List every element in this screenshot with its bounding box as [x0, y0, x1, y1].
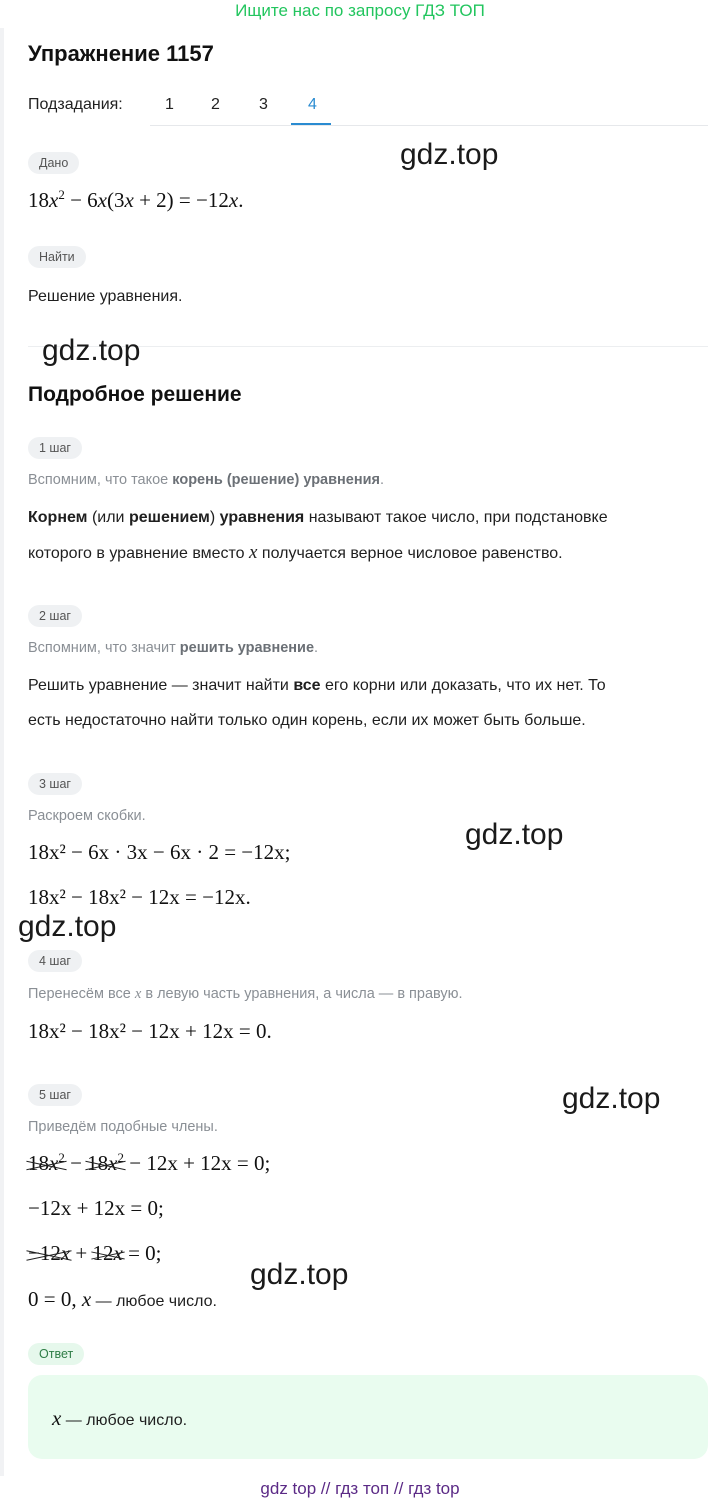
step-3-equation-1: 18x² − 6x · 3x − 6x · 2 = −12x;	[28, 840, 291, 864]
top-banner[interactable]: Ищите нас по запросу ГДЗ ТОП	[235, 1, 485, 20]
watermark: gdz.top	[400, 138, 499, 171]
watermark: gdz.top	[18, 910, 117, 943]
step-2-chip: 2 шаг	[28, 605, 82, 627]
step-5-chip: 5 шаг	[28, 1084, 82, 1106]
tabs-baseline	[150, 125, 708, 126]
step-5-equation-4: 0 = 0, x — любое число.	[28, 1287, 217, 1311]
step-2-text-line-2: есть недостаточно найти только один корень, если их может быть больше.	[28, 712, 586, 729]
step-1-hint: Вспомним, что такое корень (решение) уравнения.	[28, 472, 385, 488]
subtasks-label: Подзадания:	[28, 96, 123, 113]
given-chip: Дано	[28, 152, 79, 174]
step-2-hint: Вспомним, что значит решить уравнение.	[28, 640, 319, 656]
side-strip	[0, 28, 4, 1476]
find-chip: Найти	[28, 246, 86, 268]
step-4-equation: 18x² − 18x² − 12x + 12x = 0.	[28, 1019, 272, 1043]
step-3-hint: Раскроем скобки.	[28, 808, 146, 824]
tab-subtask-4[interactable]: 4	[308, 96, 317, 113]
cancelled-term: −12x	[28, 1241, 71, 1265]
step-1-text-line-1: Корнем (или решением) уравнения называют такое число, при подстановке	[28, 509, 608, 526]
cancelled-term: 12x	[92, 1241, 123, 1265]
step-2-text-line-1: Решить уравнение — значит найти все его корни или доказать, что их нет. То	[28, 677, 606, 694]
watermark: gdz.top	[42, 334, 141, 367]
step-5-equation-3: −12x + 12x = 0;	[28, 1241, 162, 1265]
solution-title: Подробное решение	[28, 383, 242, 406]
step-3-chip: 3 шаг	[28, 773, 82, 795]
step-5-equation-2: −12x + 12x = 0;	[28, 1196, 164, 1220]
answer-chip: Ответ	[28, 1343, 84, 1365]
watermark: gdz.top	[250, 1258, 349, 1291]
answer-text: x — любое число.	[52, 1406, 188, 1430]
watermark: gdz.top	[465, 818, 564, 851]
step-4-hint: Перенесём все x в левую часть уравнения, а числа — в правую.	[28, 986, 463, 1002]
footer-links[interactable]: gdz top // гдз топ // гдз top	[260, 1479, 460, 1498]
find-text: Решение уравнения.	[28, 288, 183, 305]
active-tab-indicator	[291, 123, 331, 125]
step-4-chip: 4 шаг	[28, 950, 82, 972]
tab-subtask-3[interactable]: 3	[259, 96, 268, 113]
tab-subtask-1[interactable]: 1	[165, 96, 174, 113]
cancelled-term: $18x^2$	[28, 1150, 65, 1175]
step-1-text-line-2: которого в уравнение вместо x получается верное числовое равенство.	[28, 542, 563, 563]
page-title: Упражнение 1157	[28, 41, 214, 66]
step-5-equation-1: $18x^2 - 18x^2 - 12x + 12x = 0$;	[28, 1150, 271, 1175]
step-5-hint: Приведём подобные члены.	[28, 1119, 218, 1135]
step-3-equation-2: 18x² − 18x² − 12x = −12x.	[28, 885, 251, 909]
step-1-chip: 1 шаг	[28, 437, 82, 459]
watermark: gdz.top	[562, 1082, 661, 1115]
tab-subtask-2[interactable]: 2	[211, 96, 220, 113]
cancelled-term: $18x^2$	[87, 1150, 124, 1175]
given-equation: $18x^2 - 6x(3x + 2) = -12x$.	[28, 187, 244, 212]
